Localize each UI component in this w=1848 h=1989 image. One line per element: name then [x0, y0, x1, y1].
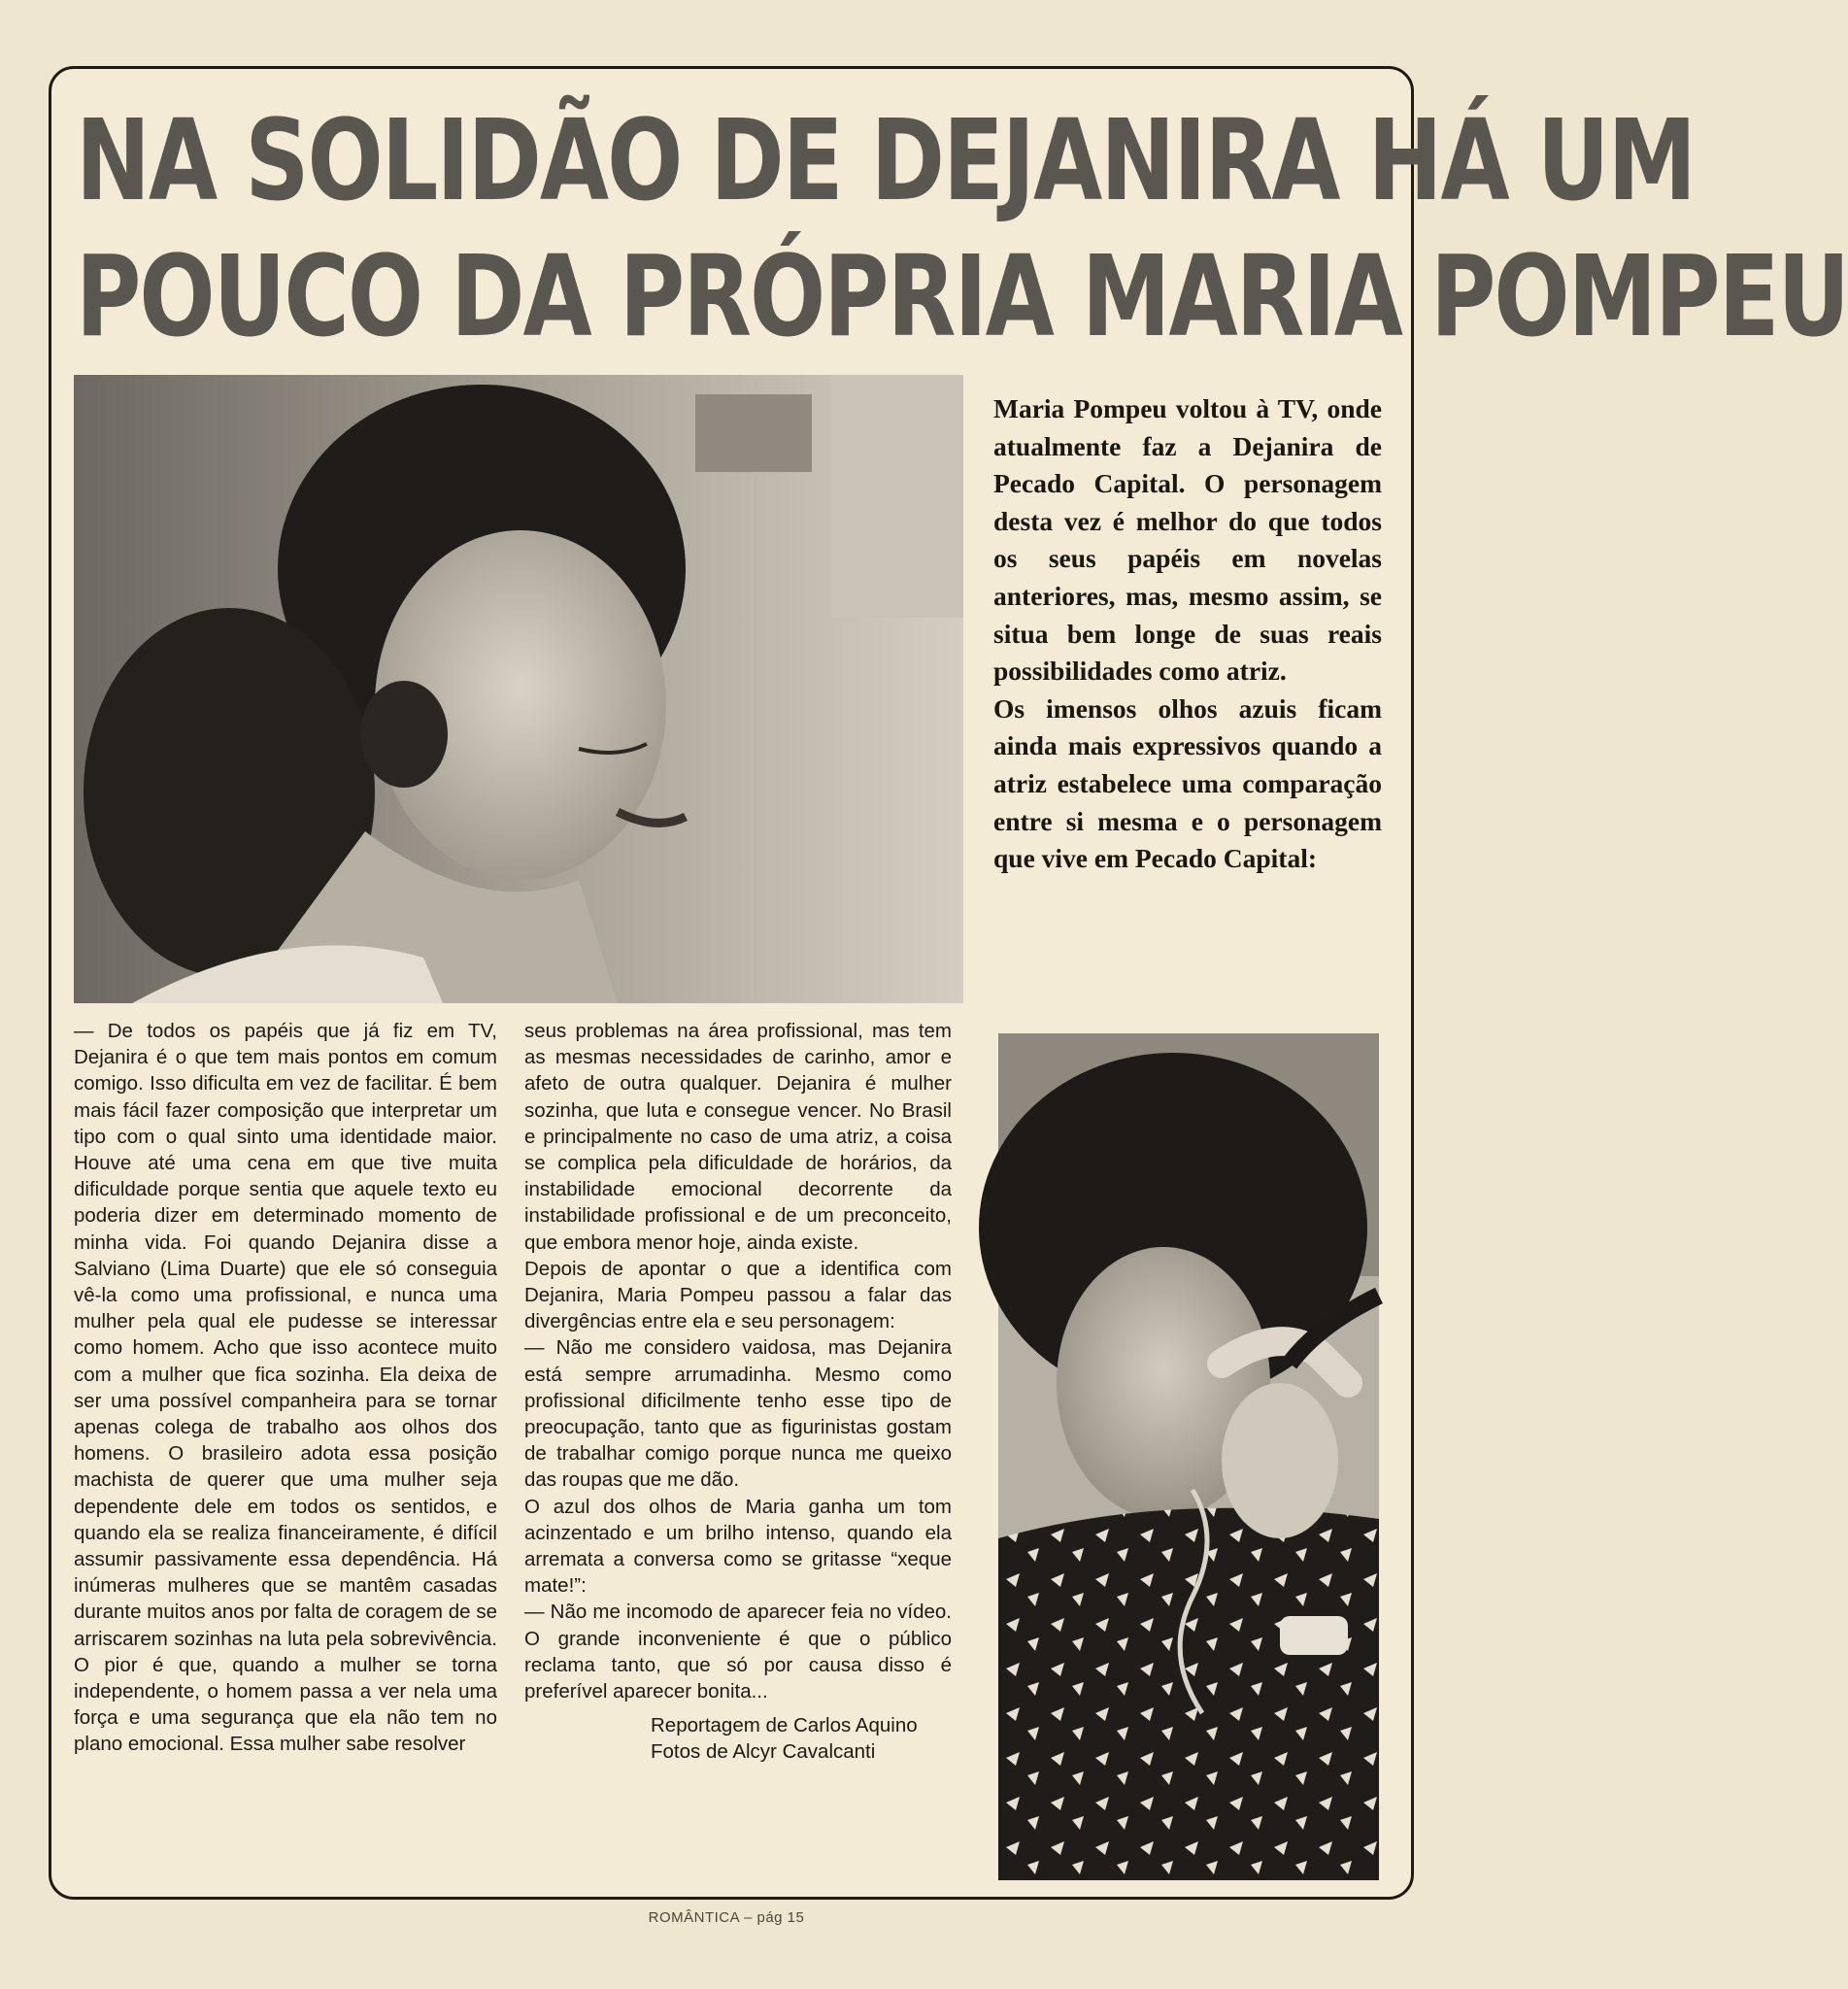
article-column-2	[524, 1018, 952, 1766]
credits	[524, 1712, 952, 1765]
intro-text	[993, 390, 1382, 878]
telephone-photo	[998, 1033, 1379, 1880]
headline	[76, 93, 1848, 365]
intro-paragraph-2: Os imensos olhos azuis ficam ainda mais expressivos quando a atriz estabelece uma comparação entre si mesma e o personagem que vive em Pecado Capital:	[993, 692, 1382, 874]
headline-line-1: NA SOLIDÃO DE DEJANIRA HÁ UM	[76, 95, 1696, 226]
page-footer: ROMÂNTICA – pág 15	[648, 1909, 805, 1926]
column-1-text: — De todos os papéis que já fiz em TV, Dejanira é o que tem mais pontos em comum comigo. Isso dificulta em vez de facilitar. É bem mais fácil fazer composição que interpretar um tipo com o qual sinto uma identidade maior. Houve até uma cena em que tive muita dificuldade porque sentia que aquele texto eu poderia dizer em determinado momento de minha vida. Foi quando Dejanira disse a Salviano (Lima Duarte) que ele só conseguia vê-la como uma profissional, e nunca uma mulher pela qual ele pudesse se interessar como homem. Acho que isso acontece muito com a mulher que fica sozinha. Ela deixa de ser uma possível companheira para se tornar apenas colega de trabalho aos olhos dos homens. O brasileiro adota essa posição machista de querer que uma mulher seja dependente dele em todos os sentidos, e quando ela se realiza financeiramente, é difícil assumir passivamente essa dependência. Há inúmeras mulheres que se mantêm casadas durante muitos anos por falta de coragem de se arriscarem sozinhas na luta pela sobrevivência. O pior é que, quando a mulher se torna independente, o homem passa a ver nela uma força e uma segurança que ela não tem no plano emocional. Essa mulher sabe resolver	[74, 1020, 497, 1756]
column-2-paragraph-1: seus problemas na área profissional, mas tem as mesmas necessidades de carinho, amor e afeto de outra qualquer. Dejanira é mulher sozinha, que luta e consegue vencer. No Brasil e principalmente no caso de uma atriz, a coisa se complica pela dificuldade de horários, da instabilidade emocional decorrente da instabilidade profissional e de um preconceito, que embora menor hoje, ainda existe.	[524, 1020, 952, 1254]
article-column-1	[74, 1018, 497, 1758]
column-2-paragraph-2: Depois de apontar o que a identifica com Dejanira, Maria Pompeu passou a falar das divergências entre ela e seu personagem:	[524, 1257, 952, 1333]
column-2-paragraph-4: O azul dos olhos de Maria ganha um tom acinzentado e um brilho intenso, quando ela arremata a conversa como se gritasse “xeque mate!”:	[524, 1495, 952, 1598]
portrait-photo	[74, 375, 963, 1003]
column-2-paragraph-3: — Não me considero vaidosa, mas Dejanira está sempre arrumadinha. Mesmo como profissional dificilmente tenho esse tipo de preocupação, tanto que as figurinistas gostam de trabalhar comigo porque nunca me queixo das roupas que me dão.	[524, 1336, 952, 1492]
credit-photos: Fotos de Alcyr Cavalcanti	[651, 1740, 876, 1764]
intro-paragraph-1: Maria Pompeu voltou à TV, onde atualmente faz a Dejanira de Pecado Capital. O personagem desta vez é melhor do que todos os seus papéis em novelas anteriores, mas, mesmo assim, se situa bem longe de suas reais possibilidades como atriz.	[993, 393, 1382, 687]
column-2-paragraph-5: — Não me incomodo de aparecer feia no vídeo. O grande inconveniente é que o público reclama tanto, que só por causa disso é preferível aparecer bonita...	[524, 1601, 952, 1703]
headline-line-2: POUCO DA PRÓPRIA MARIA POMPEU	[76, 231, 1848, 362]
credit-report: Reportagem de Carlos Aquino	[651, 1714, 918, 1737]
